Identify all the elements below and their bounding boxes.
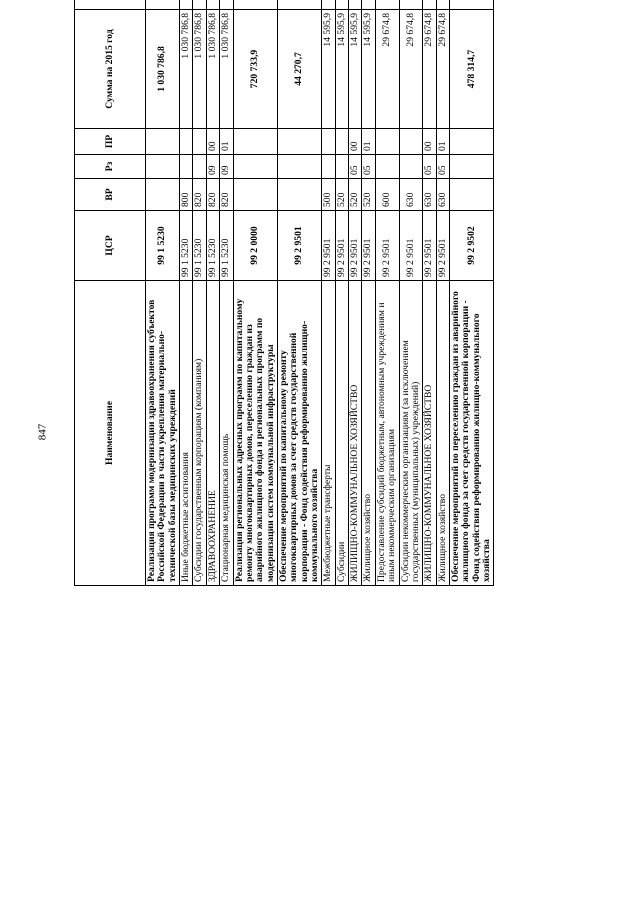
cell-name: ЖИЛИЩНО-КОММУНАЛЬНОЕ ХОЗЯЙСТВО bbox=[423, 281, 436, 586]
table-row bbox=[277, 0, 321, 586]
cell-rz bbox=[322, 155, 335, 179]
cell-sum-2016 bbox=[180, 0, 193, 10]
cell-vr: 520 bbox=[362, 179, 375, 211]
cell-pr: 00 bbox=[349, 129, 362, 155]
cell-sum-2016 bbox=[423, 0, 436, 10]
table-row bbox=[399, 0, 423, 586]
table-row bbox=[335, 0, 348, 586]
cell-rz bbox=[335, 155, 348, 179]
cell-csr: 99 2 0000 bbox=[233, 211, 277, 281]
cell-csr: 99 2 9501 bbox=[277, 211, 321, 281]
cell-pr bbox=[233, 129, 277, 155]
cell-sum-2016 bbox=[206, 0, 219, 10]
cell-name: Стационарная медицинская помощь bbox=[220, 281, 233, 586]
cell-sum-2016 bbox=[362, 0, 375, 10]
table-row bbox=[423, 0, 436, 586]
cell-sum-2015: 478 314,7 bbox=[449, 10, 493, 129]
cell-rz: 05 bbox=[436, 155, 449, 179]
header-rz: Рз bbox=[75, 155, 146, 179]
cell-sum-2016 bbox=[375, 0, 399, 10]
cell-csr: 99 1 5230 bbox=[220, 211, 233, 281]
cell-sum-2016 bbox=[436, 0, 449, 10]
cell-name: Обеспечение мероприятий по капитальному ремонту многоквартирных домов за счет средств государственной корпорации - Фонд содействия реформированию жилищно-коммунального хозяйства bbox=[277, 281, 321, 586]
table-row bbox=[349, 0, 362, 586]
table-header-row bbox=[75, 0, 146, 586]
cell-pr: 00 bbox=[423, 129, 436, 155]
cell-name: Жилищное хозяйство bbox=[436, 281, 449, 586]
table-body bbox=[146, 0, 494, 586]
header-sum-2015: Сумма на 2015 год bbox=[75, 10, 146, 129]
cell-name: Субсидии некоммерческим организациям (за исключением государственных (муниципальных) учреждений) bbox=[399, 281, 423, 586]
cell-sum-2015: 14 595,9 bbox=[322, 10, 335, 129]
cell-vr bbox=[233, 179, 277, 211]
cell-vr: 630 bbox=[436, 179, 449, 211]
cell-sum-2015: 1 030 786,8 bbox=[146, 10, 180, 129]
cell-sum-2015: 14 595,9 bbox=[335, 10, 348, 129]
cell-sum-2015: 44 270,7 bbox=[277, 10, 321, 129]
cell-rz bbox=[375, 155, 399, 179]
table-row bbox=[233, 0, 277, 586]
cell-rz: 05 bbox=[423, 155, 436, 179]
cell-name: Межбюджетные трансферты bbox=[322, 281, 335, 586]
cell-sum-2016 bbox=[449, 0, 493, 10]
cell-sum-2015: 14 595,9 bbox=[362, 10, 375, 129]
cell-csr: 99 2 9501 bbox=[399, 211, 423, 281]
cell-name: Субсидии государственным корпорациям (компаниям) bbox=[193, 281, 206, 586]
cell-csr: 99 1 5230 bbox=[206, 211, 219, 281]
cell-sum-2015: 29 674,8 bbox=[375, 10, 399, 129]
cell-sum-2015: 29 674,8 bbox=[436, 10, 449, 129]
cell-vr bbox=[146, 179, 180, 211]
table-row bbox=[375, 0, 399, 586]
cell-sum-2016 bbox=[349, 0, 362, 10]
table-row bbox=[436, 0, 449, 586]
cell-rz bbox=[180, 155, 193, 179]
cell-vr: 500 bbox=[322, 179, 335, 211]
header-vr: ВР bbox=[75, 179, 146, 211]
table-row bbox=[193, 0, 206, 586]
cell-rz bbox=[449, 155, 493, 179]
cell-sum-2015: 29 674,8 bbox=[423, 10, 436, 129]
document-page bbox=[74, 13, 612, 861]
table-row bbox=[449, 0, 493, 586]
cell-rz: 09 bbox=[206, 155, 219, 179]
cell-sum-2016 bbox=[233, 0, 277, 10]
cell-sum-2016 bbox=[335, 0, 348, 10]
header-pr: ПР bbox=[75, 129, 146, 155]
cell-pr bbox=[399, 129, 423, 155]
cell-sum-2016 bbox=[322, 0, 335, 10]
cell-csr: 99 1 5230 bbox=[180, 211, 193, 281]
cell-sum-2016 bbox=[146, 0, 180, 10]
cell-vr: 630 bbox=[399, 179, 423, 211]
cell-sum-2016 bbox=[220, 0, 233, 10]
cell-pr bbox=[146, 129, 180, 155]
cell-pr bbox=[193, 129, 206, 155]
cell-rz bbox=[277, 155, 321, 179]
cell-sum-2015: 1 030 786,8 bbox=[193, 10, 206, 129]
cell-pr: 00 bbox=[206, 129, 219, 155]
cell-vr: 520 bbox=[335, 179, 348, 211]
cell-rz: 09 bbox=[220, 155, 233, 179]
cell-sum-2015: 1 030 786,8 bbox=[220, 10, 233, 129]
cell-csr: 99 2 9501 bbox=[436, 211, 449, 281]
cell-name: Реализация программ модернизации здравоохранения субъектов Российской Федерации в части укрепления материально-технической базы медицинских учреждений bbox=[146, 281, 180, 586]
cell-name: ЗДРАВООХРАНЕНИЕ bbox=[206, 281, 219, 586]
cell-name: Субсидии bbox=[335, 281, 348, 586]
cell-sum-2015: 1 030 786,8 bbox=[180, 10, 193, 129]
cell-vr: 820 bbox=[206, 179, 219, 211]
cell-vr: 520 bbox=[349, 179, 362, 211]
cell-vr bbox=[277, 179, 321, 211]
cell-name: Обеспечение мероприятий по переселению граждан из аварийного жилищного фонда за счет средств государственной корпорации - Фонд содействия реформированию жилищно-коммунального хозяйства bbox=[449, 281, 493, 586]
cell-rz bbox=[233, 155, 277, 179]
cell-name: Жилищное хозяйство bbox=[362, 281, 375, 586]
cell-sum-2016 bbox=[193, 0, 206, 10]
cell-csr: 99 1 5230 bbox=[146, 211, 180, 281]
cell-vr: 600 bbox=[375, 179, 399, 211]
cell-rz bbox=[146, 155, 180, 179]
cell-pr bbox=[335, 129, 348, 155]
budget-table bbox=[74, 0, 494, 586]
table-row bbox=[206, 0, 219, 586]
cell-sum-2016 bbox=[277, 0, 321, 10]
cell-pr: 01 bbox=[220, 129, 233, 155]
cell-vr: 630 bbox=[423, 179, 436, 211]
cell-sum-2015: 1 030 786,8 bbox=[206, 10, 219, 129]
cell-sum-2015: 720 733,9 bbox=[233, 10, 277, 129]
cell-name: Предоставление субсидий бюджетным, автономным учреждениям и иным некоммерческим организациям bbox=[375, 281, 399, 586]
rotated-table-container bbox=[74, 0, 612, 586]
header-sum-2016 bbox=[75, 0, 146, 10]
cell-csr: 99 2 9501 bbox=[349, 211, 362, 281]
cell-csr: 99 2 9501 bbox=[322, 211, 335, 281]
page-number: 847 bbox=[36, 423, 49, 441]
cell-pr: 01 bbox=[436, 129, 449, 155]
cell-rz bbox=[193, 155, 206, 179]
header-name: Наименование bbox=[75, 281, 146, 586]
cell-csr: 99 2 9501 bbox=[335, 211, 348, 281]
cell-rz bbox=[399, 155, 423, 179]
cell-pr bbox=[180, 129, 193, 155]
cell-name: ЖИЛИЩНО-КОММУНАЛЬНОЕ ХОЗЯЙСТВО bbox=[349, 281, 362, 586]
cell-pr bbox=[449, 129, 493, 155]
cell-csr: 99 2 9501 bbox=[362, 211, 375, 281]
cell-pr bbox=[375, 129, 399, 155]
cell-csr: 99 2 9502 bbox=[449, 211, 493, 281]
cell-sum-2015: 29 674,8 bbox=[399, 10, 423, 129]
table-row bbox=[146, 0, 180, 586]
cell-name: Иные бюджетные ассигнования bbox=[180, 281, 193, 586]
cell-csr: 99 2 9501 bbox=[423, 211, 436, 281]
cell-rz: 05 bbox=[349, 155, 362, 179]
cell-pr bbox=[322, 129, 335, 155]
cell-csr: 99 1 5230 bbox=[193, 211, 206, 281]
cell-pr: 01 bbox=[362, 129, 375, 155]
table-row bbox=[180, 0, 193, 586]
cell-pr bbox=[277, 129, 321, 155]
cell-vr: 800 bbox=[180, 179, 193, 211]
cell-sum-2015: 14 595,9 bbox=[349, 10, 362, 129]
cell-vr: 820 bbox=[193, 179, 206, 211]
table-row bbox=[322, 0, 335, 586]
cell-vr: 820 bbox=[220, 179, 233, 211]
header-csr: ЦСР bbox=[75, 211, 146, 281]
table-row bbox=[220, 0, 233, 586]
cell-sum-2016 bbox=[399, 0, 423, 10]
cell-rz: 05 bbox=[362, 155, 375, 179]
cell-vr bbox=[449, 179, 493, 211]
cell-csr: 99 2 9501 bbox=[375, 211, 399, 281]
cell-name: Реализация региональных адресных программ по капитальному ремонту многоквартирных домов, переселению граждан из аварийного жилищного фонда и региональных программ по модернизации систем коммунальной инфраструктуры bbox=[233, 281, 277, 586]
table-row bbox=[362, 0, 375, 586]
